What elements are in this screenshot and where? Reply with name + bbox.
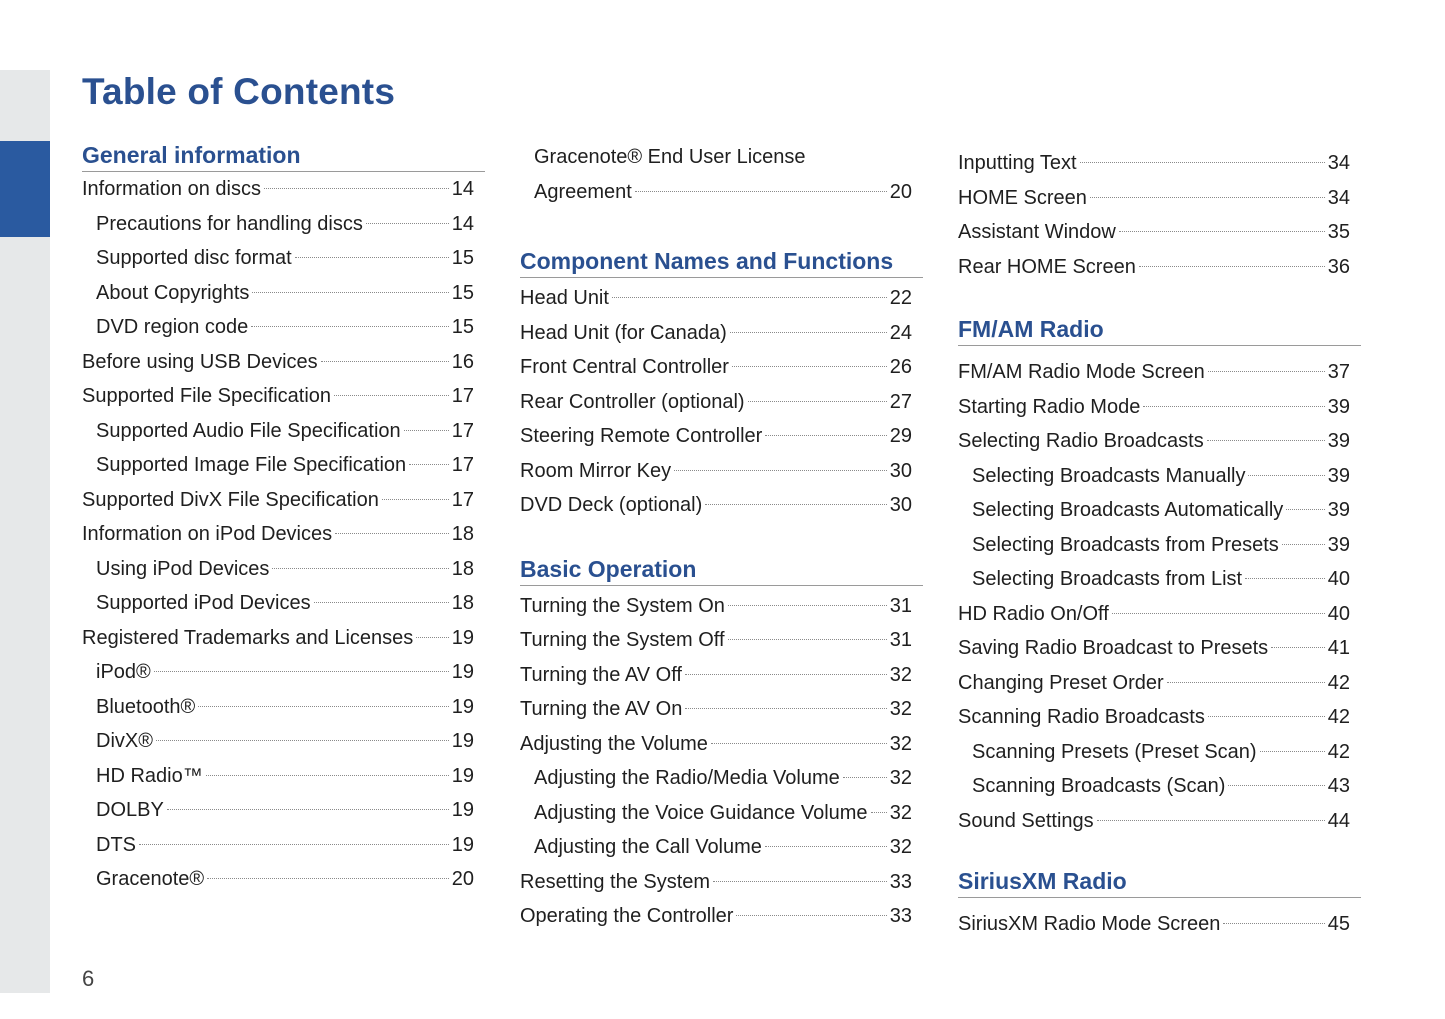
toc-entry[interactable]: Scanning Radio Broadcasts 42: [958, 706, 1350, 728]
toc-entry[interactable]: Selecting Broadcasts Manually 39: [972, 464, 1350, 487]
toc-entry[interactable]: DTS 19: [96, 833, 474, 856]
toc-entry[interactable]: Agreement 20: [534, 180, 912, 203]
toc-entry[interactable]: Head Unit 22: [520, 287, 912, 309]
toc-entry[interactable]: Adjusting the Radio/Media Volume 32: [534, 767, 912, 789]
toc-entry[interactable]: FM/AM Radio Mode Screen 37: [958, 361, 1350, 383]
toc-entry[interactable]: Sound Settings 44: [958, 809, 1350, 832]
toc-entry[interactable]: Gracenote® 20: [96, 868, 474, 890]
section-component-names: [520, 281, 923, 523]
toc-entry[interactable]: Supported File Specification 17: [82, 385, 474, 407]
toc-entry[interactable]: HD Radio™ 19: [96, 764, 474, 787]
toc-column-2: [520, 140, 923, 934]
section-fm-am-radio: [958, 355, 1361, 838]
toc-entry[interactable]: Turning the AV On 32: [520, 698, 912, 720]
toc-entry[interactable]: Scanning Broadcasts (Scan) 43: [972, 775, 1350, 797]
toc-entry[interactable]: Selecting Radio Broadcasts 39: [958, 430, 1350, 452]
section-heading-fm-am-radio: FM/AM Radio: [958, 314, 1361, 346]
toc-entry[interactable]: Rear HOME Screen 36: [958, 255, 1350, 278]
toc-entry[interactable]: Information on iPod Devices 18: [82, 523, 474, 545]
toc-entry[interactable]: Supported Audio File Specification 17: [96, 419, 474, 442]
toc-entry[interactable]: Rear Controller (optional) 27: [520, 390, 912, 413]
toc-entry[interactable]: Supported DivX File Specification 17: [82, 488, 474, 511]
toc-entry[interactable]: Scanning Presets (Preset Scan) 42: [972, 740, 1350, 763]
page-title: Table of Contents: [82, 71, 396, 112]
toc-entry[interactable]: Information on discs 14: [82, 178, 474, 200]
section-siriusxm-radio: [958, 907, 1361, 942]
chapter-tab: [0, 141, 50, 237]
page-number: 6: [82, 966, 95, 991]
toc-entry[interactable]: Adjusting the Call Volume 32: [534, 836, 912, 858]
toc-entry[interactable]: Adjusting the Volume 32: [520, 732, 912, 755]
toc-entry[interactable]: Using iPod Devices 18: [96, 557, 474, 580]
toc-entry[interactable]: Steering Remote Controller 29: [520, 425, 912, 447]
toc-entry[interactable]: Registered Trademarks and Licenses 19: [82, 626, 474, 649]
toc-entry[interactable]: Turning the AV Off 32: [520, 663, 912, 686]
toc-entry[interactable]: Bluetooth® 19: [96, 695, 474, 718]
toc-entry[interactable]: Starting Radio Mode 39: [958, 395, 1350, 418]
toc-entry[interactable]: Adjusting the Voice Guidance Volume 32: [534, 801, 912, 824]
toc-entry[interactable]: Before using USB Devices 16: [82, 350, 474, 373]
toc-entry[interactable]: iPod® 19: [96, 661, 474, 683]
toc-entry[interactable]: Turning the System Off 31: [520, 629, 912, 651]
toc-entry[interactable]: Supported Image File Specification 17: [96, 454, 474, 476]
toc-entry[interactable]: Supported disc format 15: [96, 247, 474, 269]
section-heading-component-names: Component Names and Functions: [520, 246, 923, 278]
toc-column-1: [82, 140, 485, 897]
toc-entry[interactable]: Selecting Broadcasts from Presets 39: [972, 533, 1350, 556]
toc-entry-line: Gracenote® End User License: [534, 146, 806, 168]
toc-entry[interactable]: Room Mirror Key 30: [520, 459, 912, 482]
gracenote-license-continuation[interactable]: [520, 140, 923, 209]
toc-entry[interactable]: Supported iPod Devices 18: [96, 592, 474, 614]
toc-entry[interactable]: Selecting Broadcasts from List 40: [972, 568, 1350, 590]
toc-entry[interactable]: SiriusXM Radio Mode Screen 45: [958, 913, 1350, 935]
toc-entry[interactable]: Operating the Controller 33: [520, 905, 912, 927]
toc-entry[interactable]: DVD region code 15: [96, 316, 474, 338]
toc-entry[interactable]: Precautions for handling discs 14: [96, 212, 474, 235]
section-heading-siriusxm-radio: SiriusXM Radio: [958, 866, 1361, 898]
toc-entry[interactable]: About Copyrights 15: [96, 281, 474, 304]
toc-entry[interactable]: Turning the System On 31: [520, 594, 912, 617]
toc-entry[interactable]: Inputting Text 34: [958, 152, 1350, 174]
section-heading-general-information: General information: [82, 140, 485, 172]
toc-entry[interactable]: Resetting the System 33: [520, 870, 912, 893]
section-heading-basic-operation: Basic Operation: [520, 554, 923, 586]
section-basic-operation: [520, 589, 923, 934]
toc-entry[interactable]: DVD Deck (optional) 30: [520, 494, 912, 516]
toc-entry[interactable]: Front Central Controller 26: [520, 356, 912, 378]
section-continued-entries: [958, 146, 1361, 284]
toc-entry[interactable]: Saving Radio Broadcast to Presets 41: [958, 637, 1350, 659]
toc-entry[interactable]: HD Radio On/Off 40: [958, 602, 1350, 625]
section-general-information: [82, 172, 485, 897]
toc-entry[interactable]: Assistant Window 35: [958, 221, 1350, 243]
toc-entry[interactable]: Head Unit (for Canada) 24: [520, 321, 912, 344]
toc-entry[interactable]: Selecting Broadcasts Automatically 39: [972, 499, 1350, 521]
toc-entry[interactable]: DOLBY 19: [96, 799, 474, 821]
toc-entry[interactable]: Changing Preset Order 42: [958, 671, 1350, 694]
toc-entry[interactable]: HOME Screen 34: [958, 186, 1350, 209]
toc-entry[interactable]: DivX® 19: [96, 730, 474, 752]
toc-column-3: [958, 146, 1361, 942]
